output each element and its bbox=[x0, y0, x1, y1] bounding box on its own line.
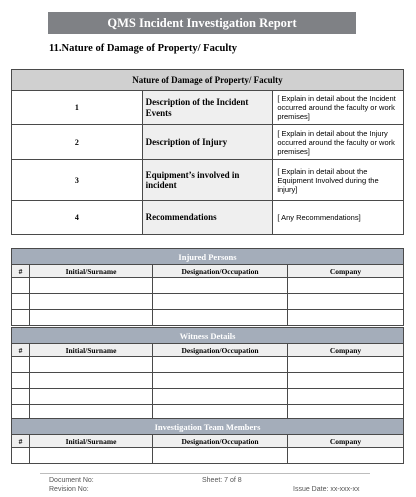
table-cell[interactable] bbox=[153, 373, 288, 389]
table-cell[interactable] bbox=[12, 278, 30, 294]
row-value[interactable]: [ Explain in detail about the Equipment Involved during the injury] bbox=[273, 160, 404, 201]
table-cell[interactable] bbox=[30, 310, 153, 326]
row-value[interactable]: [ Explain in detail about the Injury occurred around the faculty or work premises] bbox=[273, 125, 404, 160]
witness-details-table bbox=[11, 327, 404, 421]
column-header-name: Initial/Surname bbox=[30, 435, 153, 448]
table-cell[interactable] bbox=[153, 448, 288, 464]
table-row bbox=[12, 160, 404, 201]
row-number: 3 bbox=[12, 160, 143, 201]
column-header-number: # bbox=[12, 435, 30, 448]
table-cell[interactable] bbox=[153, 310, 288, 326]
column-header-name: Initial/Surname bbox=[30, 265, 153, 278]
table-cell[interactable] bbox=[30, 294, 153, 310]
row-number: 4 bbox=[12, 201, 143, 235]
table-cell[interactable] bbox=[153, 278, 288, 294]
table-cell[interactable] bbox=[12, 357, 30, 373]
footer-sheet: Sheet: 7 of 8 bbox=[202, 477, 242, 484]
table-cell[interactable] bbox=[30, 448, 153, 464]
table-cell[interactable] bbox=[153, 294, 288, 310]
table-cell[interactable] bbox=[12, 389, 30, 405]
table-cell[interactable] bbox=[288, 389, 404, 405]
table-cell[interactable] bbox=[288, 373, 404, 389]
table-row bbox=[12, 357, 404, 373]
table-cell[interactable] bbox=[12, 448, 30, 464]
table-row bbox=[12, 125, 404, 160]
row-label: Recommendations bbox=[142, 201, 273, 235]
column-header-designation: Designation/Occupation bbox=[153, 435, 288, 448]
table-cell[interactable] bbox=[30, 389, 153, 405]
nature-of-damage-table bbox=[11, 69, 404, 235]
injured-persons-heading: Injured Persons bbox=[12, 249, 404, 265]
row-label: Equipment’s involved in incident bbox=[142, 160, 273, 201]
table-row bbox=[12, 448, 404, 464]
footer-revision-no: Revision No: bbox=[49, 486, 89, 493]
column-header-company: Company bbox=[288, 344, 404, 357]
table-cell[interactable] bbox=[288, 294, 404, 310]
table-cell[interactable] bbox=[30, 357, 153, 373]
table-cell[interactable] bbox=[288, 448, 404, 464]
table-cell[interactable] bbox=[12, 294, 30, 310]
table-cell[interactable] bbox=[30, 278, 153, 294]
row-number: 1 bbox=[12, 91, 143, 125]
table-cell[interactable] bbox=[12, 373, 30, 389]
column-header-company: Company bbox=[288, 265, 404, 278]
table-row bbox=[12, 389, 404, 405]
column-header-designation: Designation/Occupation bbox=[153, 265, 288, 278]
table-cell[interactable] bbox=[288, 357, 404, 373]
table-cell[interactable] bbox=[153, 357, 288, 373]
table-cell[interactable] bbox=[288, 310, 404, 326]
footer-document-no: Document No: bbox=[49, 477, 94, 484]
table-row bbox=[12, 294, 404, 310]
table-cell[interactable] bbox=[12, 310, 30, 326]
column-header-company: Company bbox=[288, 435, 404, 448]
table-row bbox=[12, 373, 404, 389]
row-label: Description of Injury bbox=[142, 125, 273, 160]
nature-table-heading: Nature of Damage of Property/ Faculty bbox=[12, 70, 404, 91]
table-row bbox=[12, 310, 404, 326]
table-cell[interactable] bbox=[153, 389, 288, 405]
column-header-designation: Designation/Occupation bbox=[153, 344, 288, 357]
table-cell[interactable] bbox=[30, 373, 153, 389]
footer-issue-date: Issue Date: xx-xxx-xx bbox=[293, 486, 360, 493]
row-value[interactable]: [ Any Recommendations] bbox=[273, 201, 404, 235]
table-cell[interactable] bbox=[288, 278, 404, 294]
row-number: 2 bbox=[12, 125, 143, 160]
column-header-number: # bbox=[12, 265, 30, 278]
column-header-number: # bbox=[12, 344, 30, 357]
witness-details-heading: Witness Details bbox=[12, 328, 404, 344]
table-row bbox=[12, 91, 404, 125]
investigation-team-table bbox=[11, 418, 404, 464]
row-label: Description of the Incident Events bbox=[142, 91, 273, 125]
injured-persons-table bbox=[11, 248, 404, 326]
table-row bbox=[12, 201, 404, 235]
table-row bbox=[12, 278, 404, 294]
section-heading: 11.Nature of Damage of Property/ Faculty bbox=[49, 43, 237, 54]
report-title: QMS Incident Investigation Report bbox=[48, 12, 356, 34]
column-header-name: Initial/Surname bbox=[30, 344, 153, 357]
footer-divider bbox=[40, 473, 370, 474]
row-value[interactable]: [ Explain in detail about the Incident occurred around the faculty or work premises] bbox=[273, 91, 404, 125]
investigation-team-heading: Investigation Team Members bbox=[12, 419, 404, 435]
